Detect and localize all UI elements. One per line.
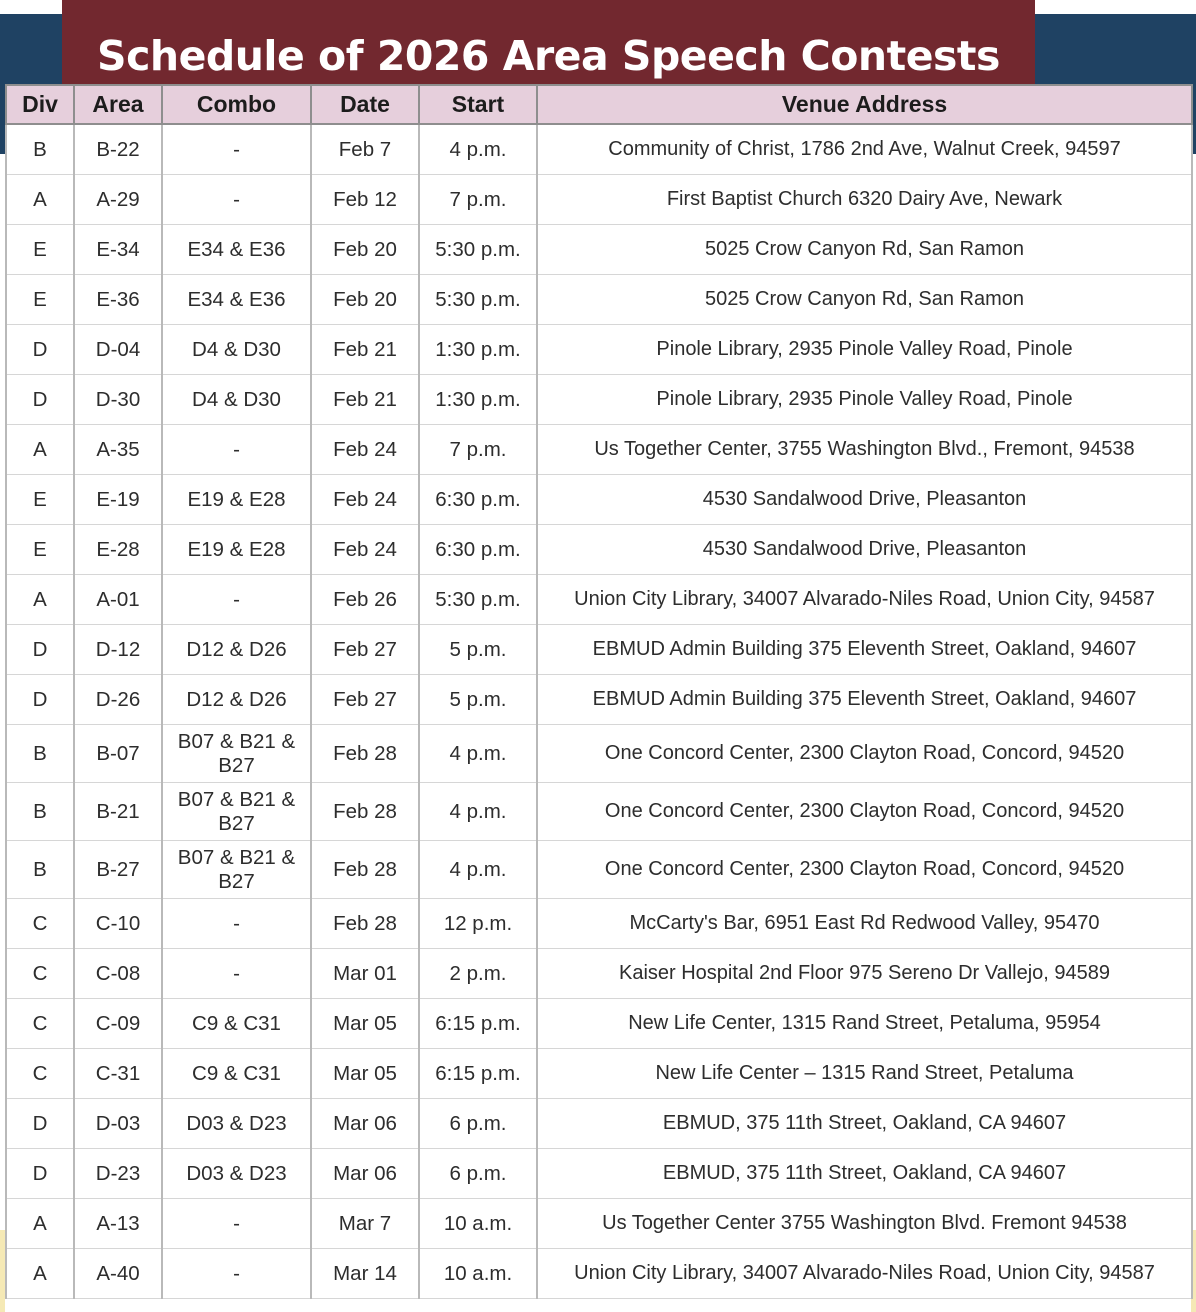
- cell-combo: C9 & C31: [162, 999, 311, 1049]
- cell-combo: -: [162, 575, 311, 625]
- cell-area: D-26: [74, 675, 162, 725]
- table-row: [6, 783, 1192, 841]
- cell-div: E: [6, 475, 74, 525]
- cell-area: D-12: [74, 625, 162, 675]
- cell-area: C-31: [74, 1049, 162, 1099]
- cell-area: D-04: [74, 325, 162, 375]
- cell-div: A: [6, 1249, 74, 1299]
- cell-area: B-07: [74, 725, 162, 783]
- cell-start: 5:30 p.m.: [419, 225, 537, 275]
- cell-date: Feb 20: [311, 275, 419, 325]
- cell-area: B-22: [74, 124, 162, 175]
- cell-div: D: [6, 675, 74, 725]
- cell-venue: New Life Center – 1315 Rand Street, Petaluma: [537, 1049, 1192, 1099]
- table-row: [6, 1049, 1192, 1099]
- cell-start: 6:15 p.m.: [419, 999, 537, 1049]
- cell-date: Feb 28: [311, 841, 419, 899]
- cell-start: 5 p.m.: [419, 675, 537, 725]
- cell-date: Feb 28: [311, 783, 419, 841]
- cell-div: C: [6, 899, 74, 949]
- cell-date: Mar 06: [311, 1149, 419, 1199]
- cell-venue: EBMUD Admin Building 375 Eleventh Street, Oakland, 94607: [537, 625, 1192, 675]
- cell-start: 4 p.m.: [419, 841, 537, 899]
- cell-venue: Union City Library, 34007 Alvarado-Niles Road, Union City, 94587: [537, 1249, 1192, 1299]
- cell-venue: 4530 Sandalwood Drive, Pleasanton: [537, 475, 1192, 525]
- cell-div: B: [6, 124, 74, 175]
- table-body: [6, 124, 1192, 1299]
- cell-combo: D03 & D23: [162, 1099, 311, 1149]
- cell-area: B-21: [74, 783, 162, 841]
- cell-combo: B07 & B21 & B27: [162, 725, 311, 783]
- cell-combo: -: [162, 1249, 311, 1299]
- cell-area: C-09: [74, 999, 162, 1049]
- cell-combo: D12 & D26: [162, 625, 311, 675]
- table-row: [6, 225, 1192, 275]
- table-header: [6, 85, 1192, 124]
- cell-date: Feb 24: [311, 525, 419, 575]
- cell-date: Feb 24: [311, 425, 419, 475]
- cell-date: Mar 01: [311, 949, 419, 999]
- cell-div: E: [6, 525, 74, 575]
- cell-area: D-23: [74, 1149, 162, 1199]
- cell-combo: D03 & D23: [162, 1149, 311, 1199]
- cell-div: D: [6, 375, 74, 425]
- cell-area: D-30: [74, 375, 162, 425]
- cell-start: 4 p.m.: [419, 783, 537, 841]
- table-row: [6, 841, 1192, 899]
- table-row: [6, 949, 1192, 999]
- col-header-date: Date: [311, 85, 419, 124]
- cell-combo: -: [162, 124, 311, 175]
- table-row: [6, 899, 1192, 949]
- col-header-venue: Venue Address: [537, 85, 1192, 124]
- table-row: [6, 1149, 1192, 1199]
- cell-div: C: [6, 949, 74, 999]
- cell-combo: D4 & D30: [162, 375, 311, 425]
- cell-combo: B07 & B21 & B27: [162, 783, 311, 841]
- table-row: [6, 375, 1192, 425]
- cell-div: A: [6, 575, 74, 625]
- table-row: [6, 124, 1192, 175]
- cell-combo: E19 & E28: [162, 475, 311, 525]
- cell-area: A-01: [74, 575, 162, 625]
- cell-start: 10 a.m.: [419, 1199, 537, 1249]
- schedule-table: [5, 84, 1193, 1299]
- table-row: [6, 675, 1192, 725]
- cell-combo: -: [162, 425, 311, 475]
- cell-area: A-40: [74, 1249, 162, 1299]
- cell-combo: D4 & D30: [162, 325, 311, 375]
- cell-start: 12 p.m.: [419, 899, 537, 949]
- cell-venue: One Concord Center, 2300 Clayton Road, Concord, 94520: [537, 841, 1192, 899]
- cell-area: C-10: [74, 899, 162, 949]
- col-header-area: Area: [74, 85, 162, 124]
- cell-venue: Pinole Library, 2935 Pinole Valley Road, Pinole: [537, 325, 1192, 375]
- table-row: [6, 1249, 1192, 1299]
- table-row: [6, 575, 1192, 625]
- cell-start: 6 p.m.: [419, 1099, 537, 1149]
- cell-div: B: [6, 841, 74, 899]
- cell-venue: 4530 Sandalwood Drive, Pleasanton: [537, 525, 1192, 575]
- cell-div: A: [6, 1199, 74, 1249]
- cell-combo: -: [162, 1199, 311, 1249]
- cell-venue: Union City Library, 34007 Alvarado-Niles Road, Union City, 94587: [537, 575, 1192, 625]
- cell-date: Feb 7: [311, 124, 419, 175]
- cell-date: Feb 28: [311, 725, 419, 783]
- cell-start: 4 p.m.: [419, 124, 537, 175]
- cell-combo: C9 & C31: [162, 1049, 311, 1099]
- cell-date: Feb 26: [311, 575, 419, 625]
- cell-combo: B07 & B21 & B27: [162, 841, 311, 899]
- table-row: [6, 325, 1192, 375]
- cell-date: Mar 06: [311, 1099, 419, 1149]
- cell-div: D: [6, 325, 74, 375]
- cell-start: 5:30 p.m.: [419, 275, 537, 325]
- cell-div: A: [6, 425, 74, 475]
- cell-venue: New Life Center, 1315 Rand Street, Petaluma, 95954: [537, 999, 1192, 1049]
- cell-combo: E34 & E36: [162, 225, 311, 275]
- cell-date: Mar 05: [311, 1049, 419, 1099]
- cell-start: 5 p.m.: [419, 625, 537, 675]
- cell-venue: One Concord Center, 2300 Clayton Road, Concord, 94520: [537, 783, 1192, 841]
- cell-combo: -: [162, 899, 311, 949]
- table-row: [6, 425, 1192, 475]
- cell-area: D-03: [74, 1099, 162, 1149]
- table-row: [6, 1099, 1192, 1149]
- table-row: [6, 475, 1192, 525]
- cell-start: 6:15 p.m.: [419, 1049, 537, 1099]
- cell-area: A-29: [74, 175, 162, 225]
- cell-div: D: [6, 625, 74, 675]
- cell-start: 1:30 p.m.: [419, 375, 537, 425]
- cell-date: Feb 28: [311, 899, 419, 949]
- cell-date: Mar 05: [311, 999, 419, 1049]
- table-row: [6, 275, 1192, 325]
- cell-venue: Pinole Library, 2935 Pinole Valley Road, Pinole: [537, 375, 1192, 425]
- cell-div: B: [6, 725, 74, 783]
- cell-div: E: [6, 225, 74, 275]
- cell-date: Feb 20: [311, 225, 419, 275]
- cell-start: 1:30 p.m.: [419, 325, 537, 375]
- cell-area: A-35: [74, 425, 162, 475]
- table-row: [6, 999, 1192, 1049]
- table-row: [6, 725, 1192, 783]
- col-header-start: Start: [419, 85, 537, 124]
- cell-date: Mar 7: [311, 1199, 419, 1249]
- cell-area: E-36: [74, 275, 162, 325]
- cell-combo: D12 & D26: [162, 675, 311, 725]
- cell-date: Mar 14: [311, 1249, 419, 1299]
- table-row: [6, 525, 1192, 575]
- cell-date: Feb 24: [311, 475, 419, 525]
- cell-div: C: [6, 999, 74, 1049]
- cell-start: 2 p.m.: [419, 949, 537, 999]
- page-title: Schedule of 2026 Area Speech Contests: [62, 0, 1035, 84]
- cell-venue: Community of Christ, 1786 2nd Ave, Walnut Creek, 94597: [537, 124, 1192, 175]
- cell-date: Feb 27: [311, 625, 419, 675]
- cell-venue: 5025 Crow Canyon Rd, San Ramon: [537, 225, 1192, 275]
- cell-start: 6:30 p.m.: [419, 475, 537, 525]
- cell-div: C: [6, 1049, 74, 1099]
- cell-venue: Us Together Center, 3755 Washington Blvd., Fremont, 94538: [537, 425, 1192, 475]
- cell-venue: EBMUD Admin Building 375 Eleventh Street, Oakland, 94607: [537, 675, 1192, 725]
- cell-combo: -: [162, 175, 311, 225]
- cell-div: D: [6, 1099, 74, 1149]
- cell-start: 10 a.m.: [419, 1249, 537, 1299]
- cell-div: E: [6, 275, 74, 325]
- cell-div: A: [6, 175, 74, 225]
- cell-venue: One Concord Center, 2300 Clayton Road, Concord, 94520: [537, 725, 1192, 783]
- cell-date: Feb 12: [311, 175, 419, 225]
- cell-combo: -: [162, 949, 311, 999]
- cell-venue: 5025 Crow Canyon Rd, San Ramon: [537, 275, 1192, 325]
- col-header-combo: Combo: [162, 85, 311, 124]
- cell-venue: EBMUD, 375 11th Street, Oakland, CA 94607: [537, 1099, 1192, 1149]
- cell-start: 6:30 p.m.: [419, 525, 537, 575]
- cell-date: Feb 21: [311, 325, 419, 375]
- cell-venue: McCarty's Bar, 6951 East Rd Redwood Valley, 95470: [537, 899, 1192, 949]
- cell-start: 4 p.m.: [419, 725, 537, 783]
- cell-date: Feb 27: [311, 675, 419, 725]
- cell-start: 6 p.m.: [419, 1149, 537, 1199]
- cell-area: B-27: [74, 841, 162, 899]
- cell-div: B: [6, 783, 74, 841]
- cell-area: E-28: [74, 525, 162, 575]
- cell-area: E-19: [74, 475, 162, 525]
- header-row: [6, 85, 1192, 124]
- cell-venue: First Baptist Church 6320 Dairy Ave, Newark: [537, 175, 1192, 225]
- table-row: [6, 1199, 1192, 1249]
- cell-area: A-13: [74, 1199, 162, 1249]
- cell-combo: E34 & E36: [162, 275, 311, 325]
- cell-area: C-08: [74, 949, 162, 999]
- cell-start: 7 p.m.: [419, 175, 537, 225]
- cell-start: 5:30 p.m.: [419, 575, 537, 625]
- cell-area: E-34: [74, 225, 162, 275]
- cell-venue: Us Together Center 3755 Washington Blvd. Fremont 94538: [537, 1199, 1192, 1249]
- table-row: [6, 175, 1192, 225]
- cell-venue: Kaiser Hospital 2nd Floor 975 Sereno Dr Vallejo, 94589: [537, 949, 1192, 999]
- cell-venue: EBMUD, 375 11th Street, Oakland, CA 94607: [537, 1149, 1192, 1199]
- cell-combo: E19 & E28: [162, 525, 311, 575]
- table-row: [6, 625, 1192, 675]
- cell-start: 7 p.m.: [419, 425, 537, 475]
- col-header-div: Div: [6, 85, 74, 124]
- cell-div: D: [6, 1149, 74, 1199]
- cell-date: Feb 21: [311, 375, 419, 425]
